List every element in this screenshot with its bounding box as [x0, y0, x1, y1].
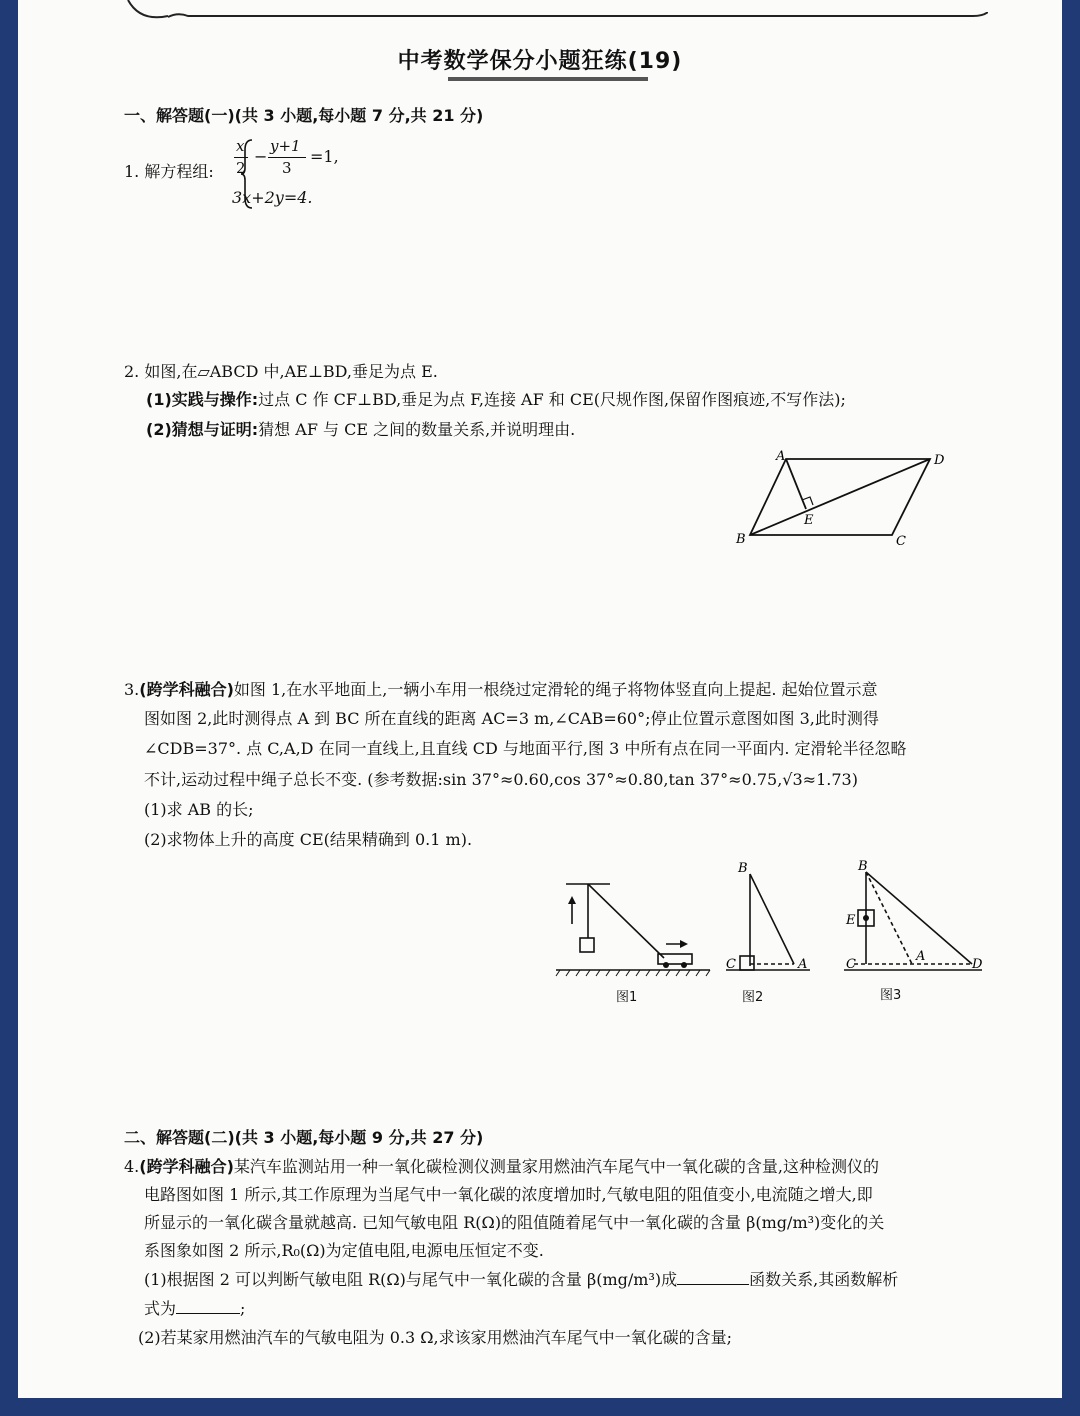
q4-part-1-b: 函数关系,其函数解析 — [749, 1270, 899, 1289]
cart-wheel-1 — [663, 962, 669, 968]
q3-number: 3. — [124, 680, 140, 699]
q4-line-3: 所显示的一氧化碳含量就越高. 已知气敏电阻 R(Ω)的阻值随着尾气中一氧化碳的含量 β(mg/m³)变化的关 — [144, 1213, 885, 1232]
label-c: C — [846, 957, 856, 972]
q4-line-1 — [124, 1157, 879, 1177]
label-d: D — [972, 957, 983, 972]
eq1-rhs: =1, — [310, 147, 339, 166]
q3-line-4: 不计,运动过程中绳子总长不变. (参考数据:sin 37°≈0.60,cos 37°≈0.80,tan 37°≈0.75,√3≈1.73) — [144, 770, 858, 789]
right-arrow-head — [680, 940, 688, 948]
q4-number: 4. — [124, 1157, 140, 1176]
figure-3-triangle — [824, 856, 984, 978]
q2-stem: 2. 如图,在▱ABCD 中,AE⊥BD,垂足为点 E. — [124, 362, 438, 381]
q2-part-2-body: 猜想 AF 与 CE 之间的数量关系,并说明理由. — [258, 420, 576, 439]
label-c: C — [726, 957, 736, 972]
eq1-denominator-2: 2 — [236, 159, 246, 177]
title-underline — [448, 76, 648, 82]
q3-part-2: (2)求物体上升的高度 CE(结果精确到 0.1 m). — [144, 830, 473, 849]
segment-ae — [786, 459, 806, 509]
eq2: 3x+2y=4. — [232, 188, 313, 207]
q4-part-1-c: 式为 — [144, 1299, 177, 1318]
eq1-minus: − — [254, 147, 268, 166]
label-e: E — [846, 913, 856, 928]
q1-label: 1. 解方程组: — [124, 162, 214, 181]
label-b: B — [736, 532, 746, 547]
q2-part-1-body: 过点 C 作 CF⊥BD,垂足为点 F,连接 AF 和 CE(尺规作图,保留作图痕迹,不写作法); — [258, 390, 846, 409]
q4-part-2: (2)若某家用燃油汽车的气敏电阻为 0.3 Ω,求该家用燃油汽车尾气中一氧化碳的含量; — [138, 1328, 733, 1347]
diagonal-bd — [750, 459, 930, 535]
q3-line-3: ∠CDB=37°. 点 C,A,D 在同一直线上,且直线 CD 与地面平行,图 3 中所有点在同一平面内. 定滑轮半径忽略 — [144, 739, 907, 758]
q4-line-2: 电路图如图 1 所示,其工作原理为当尾气中一氧化碳的浓度增加时,气敏电阻的阻值变小,电流随之增大,即 — [144, 1185, 873, 1204]
segment-ba-dashed — [866, 872, 912, 964]
figure-3-caption: 图3 — [880, 988, 902, 1003]
q4-line-1-text: 某汽车监测站用一种一氧化碳检测仪测量家用燃油汽车尾气中一氧化碳的含量,这种检测仪的 — [233, 1157, 879, 1176]
q4-line-4: 系图象如图 2 所示,R₀(Ω)为定值电阻,电源电压恒定不变. — [144, 1241, 544, 1260]
object-dot — [863, 915, 869, 921]
section-1-heading: 一、解答题(一)(共 3 小题,每小题 7 分,共 21 分) — [124, 106, 484, 125]
label-d: D — [934, 453, 945, 468]
worksheet-page — [18, 0, 1062, 1398]
object-box — [740, 956, 754, 970]
eq1-y-plus-1: y+1 — [270, 137, 301, 155]
q2-part-1 — [146, 390, 846, 410]
corner-arc — [118, 0, 178, 24]
figure-1-pulley — [554, 872, 718, 982]
label-b: B — [858, 859, 868, 874]
up-arrow-head — [568, 896, 576, 904]
figure-2-triangle — [708, 856, 818, 978]
q3-line-2: 图如图 2,此时测得点 A 到 BC 所在直线的距离 AC=3 m,∠CAB=60°;停止位置示意图如图 3,此时测得 — [144, 709, 879, 728]
hanging-object — [580, 938, 594, 952]
cart-wheel-2 — [681, 962, 687, 968]
ground-hatch — [556, 970, 710, 976]
top-border-line — [168, 12, 988, 20]
answer-blank-2[interactable] — [176, 1299, 240, 1314]
label-c: C — [896, 534, 906, 549]
label-e: E — [804, 513, 814, 528]
q2-part-2-head: (2)猜想与证明: — [146, 420, 259, 439]
segment-ab — [750, 874, 794, 964]
q3-part-1: (1)求 AB 的长; — [144, 800, 254, 819]
q4-part-1 — [144, 1270, 898, 1290]
figure-2-caption: 图2 — [742, 990, 764, 1005]
q4-part-1-cont — [144, 1299, 245, 1319]
q3-tag: (跨学科融合) — [139, 680, 234, 699]
q2-part-2 — [146, 420, 575, 440]
q3-line-1 — [124, 680, 878, 700]
parallelogram-figure — [730, 444, 970, 554]
q2-part-1-head: (1)实践与操作: — [146, 390, 259, 409]
label-a: A — [776, 449, 786, 464]
answer-blank-1[interactable] — [677, 1270, 749, 1285]
eq1-x: x — [236, 137, 245, 155]
q4-part-1-d: ; — [240, 1299, 246, 1318]
eq1-denominator-3: 3 — [282, 159, 292, 177]
q4-part-1-a: (1)根据图 2 可以判断气敏电阻 R(Ω)与尾气中一氧化碳的含量 β(mg/m³)成 — [144, 1270, 678, 1289]
label-b: B — [738, 861, 748, 876]
figure-1-caption: 图1 — [616, 990, 638, 1005]
page-title: 中考数学保分小题狂练(19) — [397, 49, 683, 74]
slanted-rope — [588, 884, 664, 958]
label-a: A — [798, 957, 808, 972]
cart-body — [658, 954, 692, 964]
label-a: A — [916, 949, 926, 964]
q3-line-1-text: 如图 1,在水平地面上,一辆小车用一根绕过定滑轮的绳子将物体竖直向上提起. 起始位置示意 — [233, 680, 878, 699]
q4-tag: (跨学科融合) — [139, 1157, 234, 1176]
section-2-heading: 二、解答题(二)(共 3 小题,每小题 9 分,共 27 分) — [124, 1128, 484, 1147]
